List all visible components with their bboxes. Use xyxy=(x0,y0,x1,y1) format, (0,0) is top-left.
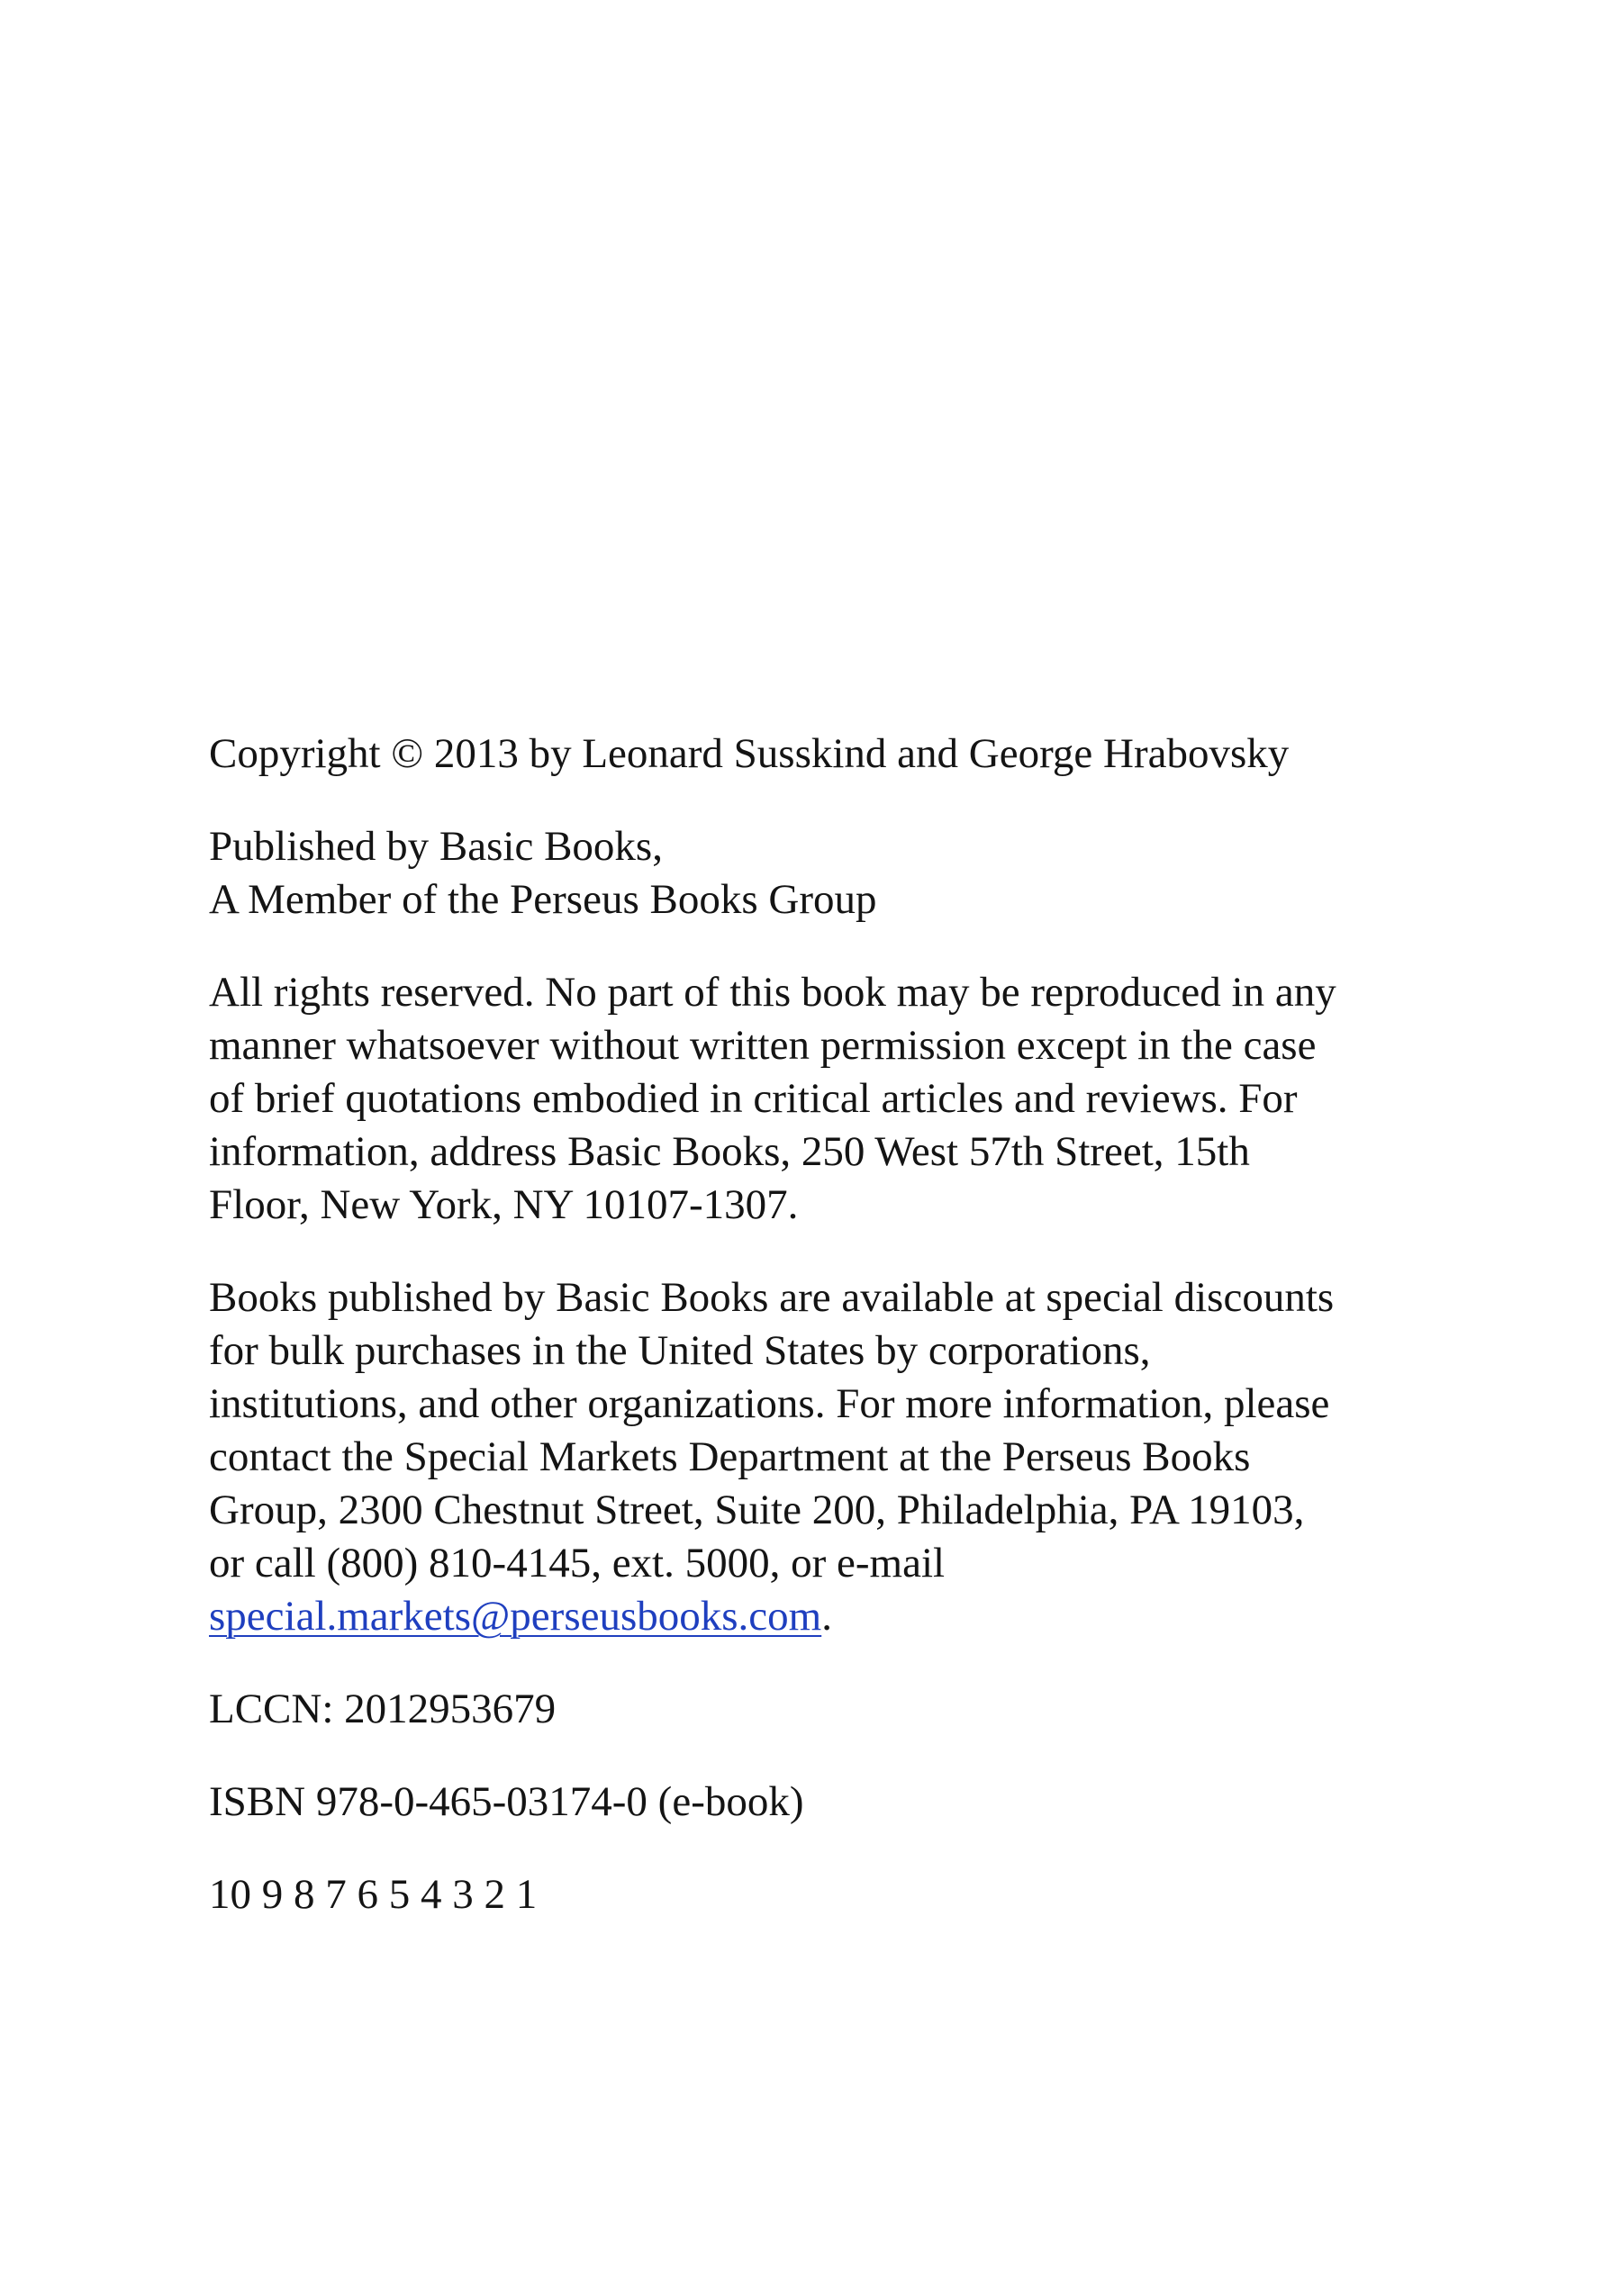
special-sales-line: contact the Special Markets Department at the Perseus Books xyxy=(209,1433,1251,1480)
lccn-block xyxy=(209,1683,1452,1736)
printing-block xyxy=(209,1868,1452,1921)
rights-paragraph xyxy=(209,966,1452,1232)
email-link[interactable]: special.markets@perseusbooks.com xyxy=(209,1593,822,1640)
special-sales-line: institutions, and other organizations. For more information, please xyxy=(209,1380,1330,1427)
email-trailing-period: . xyxy=(821,1593,832,1640)
rights-line: manner whatsoever without written permission except in the case xyxy=(209,1022,1317,1069)
copyright-notice xyxy=(209,728,1452,781)
isbn-line: ISBN 978-0-465-03174-0 (e-book) xyxy=(209,1778,804,1825)
special-sales-line: for bulk purchases in the United States by corporations, xyxy=(209,1327,1151,1374)
publisher-line: Published by Basic Books, xyxy=(209,823,663,870)
publisher-group-line: A Member of the Perseus Books Group xyxy=(209,876,877,923)
special-sales-paragraph xyxy=(209,1271,1452,1643)
copyright-page xyxy=(209,728,1452,1961)
rights-line: information, address Basic Books, 250 West 57th Street, 15th xyxy=(209,1128,1250,1175)
special-sales-line: or call (800) 810-4145, ext. 5000, or e-mail xyxy=(209,1540,946,1586)
isbn-block xyxy=(209,1776,1452,1829)
special-sales-line: Group, 2300 Chestnut Street, Suite 200, Philadelphia, PA 19103, xyxy=(209,1487,1305,1533)
email-line xyxy=(209,1590,1452,1643)
lccn-line: LCCN: 2012953679 xyxy=(209,1686,557,1732)
special-sales-line: Books published by Basic Books are available at special discounts xyxy=(209,1274,1335,1321)
printing-line: 10 9 8 7 6 5 4 3 2 1 xyxy=(209,1871,538,1918)
copyright-line: Copyright © 2013 by Leonard Susskind and George Hrabovsky xyxy=(209,730,1290,777)
rights-line: of brief quotations embodied in critical articles and reviews. For xyxy=(209,1075,1298,1122)
rights-line: All rights reserved. No part of this book may be reproduced in any xyxy=(209,969,1336,1016)
publisher-block xyxy=(209,820,1452,927)
rights-line: Floor, New York, NY 10107-1307. xyxy=(209,1181,799,1228)
